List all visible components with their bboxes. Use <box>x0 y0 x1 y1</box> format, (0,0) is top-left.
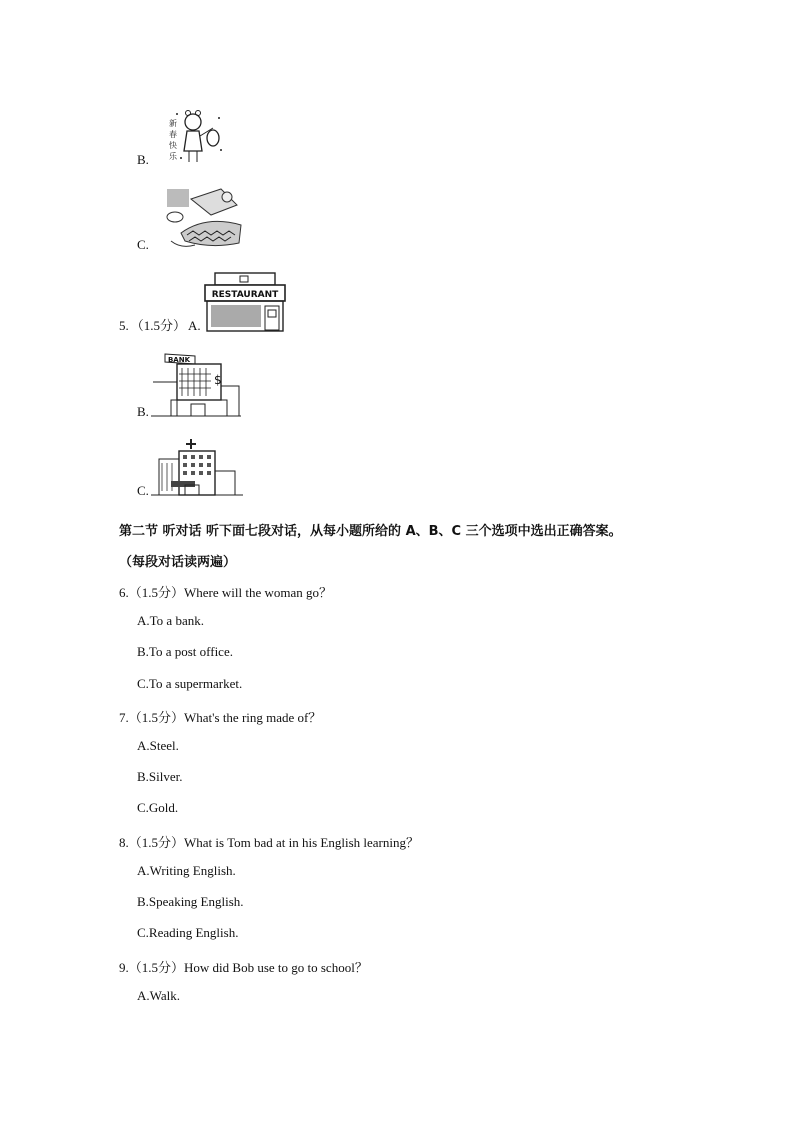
q7-option-b[interactable]: B.Silver. <box>137 769 183 784</box>
question-text: What's the ring made of？ <box>184 710 322 725</box>
question-score: （1.5分） <box>130 318 187 333</box>
question-text: What is Tom bad at in his English learning？ <box>184 835 419 850</box>
q4-option-b[interactable] <box>137 106 223 166</box>
q7-option-a[interactable]: A.Steel. <box>137 738 179 753</box>
question-score: （1.5分） <box>128 585 185 600</box>
q4-option-c[interactable] <box>137 185 249 251</box>
question-8 <box>119 832 419 851</box>
q5-option-a[interactable] <box>119 272 287 332</box>
question-number: 7. <box>119 710 129 725</box>
q6-option-a[interactable]: A.To a bank. <box>137 613 204 628</box>
q5-option-b[interactable] <box>137 352 241 418</box>
dragon-boat-rice-dumpling-icon <box>151 185 249 251</box>
bank-building-icon <box>151 352 241 418</box>
section-2-instructions: 第二节 听对话 听下面七段对话，从每小题所给的 A、B、C 三个选项中选出正确答案。 <box>119 524 622 539</box>
bank-sign: BANK <box>167 356 190 364</box>
svg-text:新: 新 <box>168 119 177 128</box>
q6-option-c[interactable]: C.To a supermarket. <box>137 676 243 691</box>
q9-option-a[interactable]: A.Walk. <box>137 988 180 1003</box>
new-year-child-lantern-icon <box>151 106 223 166</box>
question-number: 6. <box>119 585 129 600</box>
question-text: How did Bob use to go to school？ <box>184 960 368 975</box>
restaurant-building-icon <box>203 272 287 332</box>
q8-option-b[interactable]: B.Speaking English. <box>137 894 244 909</box>
svg-text:春: 春 <box>168 130 177 139</box>
question-score: （1.5分） <box>128 960 185 975</box>
option-letter: C. <box>137 237 149 252</box>
svg-text:乐: 乐 <box>168 152 177 161</box>
option-letter: B. <box>137 152 149 167</box>
option-letter: A. <box>188 318 201 333</box>
question-score: （1.5分） <box>128 835 185 850</box>
question-9 <box>119 957 368 976</box>
question-number: 9. <box>119 960 129 975</box>
restaurant-sign: RESTAURANT <box>211 290 278 300</box>
q8-option-a[interactable]: A.Writing English. <box>137 863 236 878</box>
q5-option-c[interactable] <box>137 437 243 497</box>
svg-text:$: $ <box>213 373 222 387</box>
q8-option-c[interactable]: C.Reading English. <box>137 925 239 940</box>
question-text: Where will the woman go？ <box>184 585 333 600</box>
question-6 <box>119 582 332 601</box>
svg-text:快: 快 <box>168 141 177 150</box>
question-number: 8. <box>119 835 129 850</box>
section-2-note: （每段对话读两遍） <box>119 555 237 570</box>
question-7 <box>119 707 321 726</box>
q6-option-b[interactable]: B.To a post office. <box>137 644 233 659</box>
q7-option-c[interactable]: C.Gold. <box>137 800 179 815</box>
question-score: （1.5分） <box>128 710 185 725</box>
option-letter: C. <box>137 483 149 498</box>
question-number: 5. <box>119 318 129 333</box>
option-letter: B. <box>137 404 149 419</box>
hospital-building-icon <box>151 437 243 497</box>
